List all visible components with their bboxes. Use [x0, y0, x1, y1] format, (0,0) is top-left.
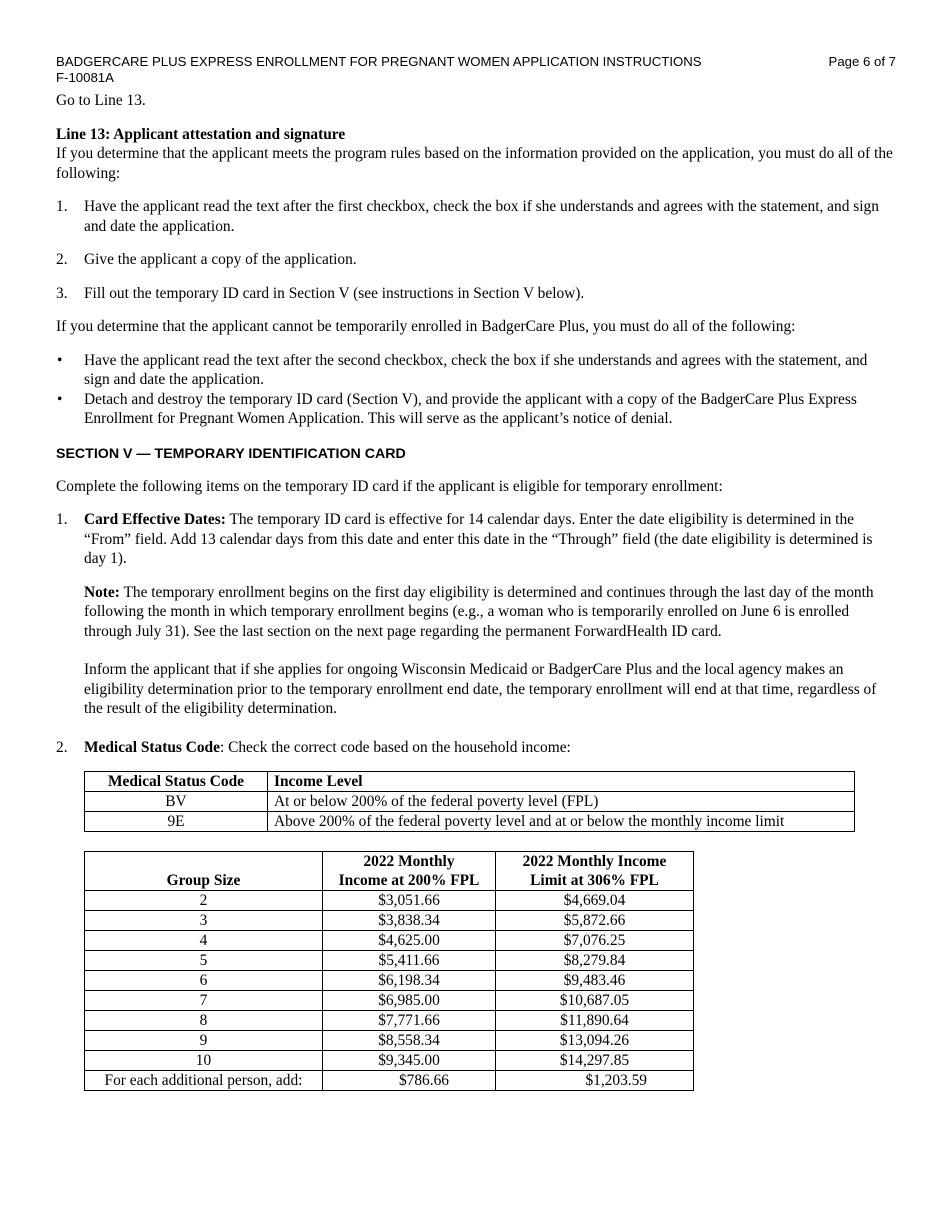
list-number: 3.: [56, 284, 68, 302]
table-cell: BV: [85, 792, 268, 812]
list-text: Give the applicant a copy of the application.: [84, 251, 357, 268]
inform-text: Inform the applicant that if she applies for ongoing Wisconsin Medicaid or BadgerCare Plus and the local agency makes an eligibility determination prior to the temporary enrollment end date, the temporary enrollment will end at that time, regardless of the result of the eligibility determination.: [84, 661, 877, 717]
table-row: [85, 1071, 694, 1091]
table-row: [85, 951, 694, 971]
medical-status-body: : Check the correct code based on the household income:: [219, 738, 571, 756]
table-cell: $786.66: [323, 1071, 496, 1091]
table-cell: $10,687.05: [496, 991, 694, 1011]
table-cell: 7: [85, 991, 323, 1011]
table-cell: $7,076.25: [496, 931, 694, 951]
list-number: 1.: [56, 511, 68, 528]
page-header: [56, 54, 896, 86]
table-cell: $6,985.00: [323, 991, 496, 1011]
header-line: 2022 Monthly Income: [522, 853, 667, 870]
table-cell: $13,094.26: [496, 1031, 694, 1051]
form-id: F-10081A: [56, 70, 114, 85]
document-title: BADGERCARE PLUS EXPRESS ENROLLMENT FOR PREGNANT WOMEN APPLICATION INSTRUCTIONS: [56, 54, 702, 69]
list-text: Fill out the temporary ID card in Section V (see instructions in Section V below).: [84, 284, 585, 302]
page-number: Page 6 of 7: [828, 54, 896, 69]
table-cell: 5: [85, 951, 323, 971]
list-item: [56, 284, 896, 304]
table-cell: 6: [85, 971, 323, 991]
note-text: [84, 583, 896, 642]
list-item: [56, 250, 896, 270]
table-cell: For each additional person, add:: [85, 1071, 323, 1091]
list-number: 1.: [56, 198, 68, 215]
medical-status-label: Medical Status Code: [84, 738, 220, 756]
table-row: [85, 911, 694, 931]
denied-bullets: [56, 351, 896, 429]
table-row: [85, 1051, 694, 1071]
table-cell: $7,771.66: [323, 1011, 496, 1031]
table-row: [85, 1031, 694, 1051]
table-row: [85, 792, 855, 812]
line13-steps: [56, 197, 896, 303]
document-page: [56, 54, 896, 1091]
bullet-icon: •: [57, 351, 63, 369]
table-row: [85, 991, 694, 1011]
table-cell: 10: [85, 1051, 323, 1071]
section-heading: SECTION V — TEMPORARY IDENTIFICATION CARD: [56, 445, 406, 462]
list-number: 2.: [56, 251, 68, 268]
table-cell: $8,279.84: [496, 951, 694, 971]
table-cell: 3: [85, 911, 323, 931]
bullet-icon: •: [57, 390, 63, 408]
column-header: Income Level: [268, 772, 855, 792]
table-cell: $5,411.66: [323, 951, 496, 971]
list-item: [56, 510, 896, 719]
note-label: Note:: [84, 583, 120, 601]
header-line: Limit at 306% FPL: [530, 872, 659, 889]
column-header: [323, 852, 496, 891]
table-cell: $5,872.66: [496, 911, 694, 931]
section5-intro: Complete the following items on the temporary ID card if the applicant is eligible for temporary enrollment:: [56, 477, 723, 495]
note-body: The temporary enrollment begins on the first day eligibility is determined and continues through the last day of the month following the month in which temporary enrollment begins (e.g., a woman who is temporarily enrolled on June 6 is enrolled through July 31). See the last section on the next page regarding the permanent ForwardHealth ID card.: [84, 583, 874, 640]
card-dates-body: The temporary ID card is effective for 14 calendar days. Enter the date eligibility is determined in the “From” field. Add 13 calendar days from this date and enter this date in the “Through” field (the date eligibility is determined is day 1).: [84, 511, 873, 567]
table-cell: 4: [85, 931, 323, 951]
table-cell: 9: [85, 1031, 323, 1051]
list-number: 2.: [56, 738, 68, 756]
table-cell: $14,297.85: [496, 1051, 694, 1071]
table-cell: 9E: [85, 812, 268, 832]
table-cell: $9,345.00: [323, 1051, 496, 1071]
table-row: [85, 971, 694, 991]
table-cell: $1,203.59: [496, 1071, 694, 1091]
table-cell: 2: [85, 891, 323, 911]
medical-status-text: [84, 738, 896, 758]
table-cell: At or below 200% of the federal poverty level (FPL): [268, 792, 855, 812]
table-row: [85, 812, 855, 832]
income-limits-table: [84, 851, 694, 1091]
list-item: [56, 351, 896, 390]
table-row: [85, 1011, 694, 1031]
goto-line-text: Go to Line 13.: [56, 92, 146, 109]
header-line: Income at 200% FPL: [338, 872, 480, 889]
line13-intro: If you determine that the applicant meets the program rules based on the information provided on the application, you must do all of the following:: [56, 145, 893, 182]
table-header-row: [85, 852, 694, 891]
list-text: Have the applicant read the text after the first checkbox, check the box if she understands and agrees with the statement, and sign and date the application.: [84, 198, 879, 235]
table-cell: $9,483.46: [496, 971, 694, 991]
table-row: [85, 931, 694, 951]
denied-intro: If you determine that the applicant cannot be temporarily enrolled in BadgerCare Plus, you must do all of the following:: [56, 318, 796, 335]
table-cell: Above 200% of the federal poverty level and at or below the monthly income limit: [268, 812, 855, 832]
table-cell: $8,558.34: [323, 1031, 496, 1051]
list-text: Detach and destroy the temporary ID card (Section V), and provide the applicant with a copy of the BadgerCare Plus Express Enrollment for Pregnant Women Application. This will serve as the applicant’s notice of denial.: [84, 390, 857, 427]
table-cell: $6,198.34: [323, 971, 496, 991]
column-header: [496, 852, 694, 891]
list-text: Have the applicant read the text after the second checkbox, check the box if she understands and agrees with the statement, and sign and date the application.: [84, 351, 868, 388]
column-header: Medical Status Code: [85, 772, 268, 792]
header-line: 2022 Monthly: [363, 853, 455, 870]
table-cell: $4,625.00: [323, 931, 496, 951]
list-item: [56, 738, 896, 758]
list-item: [56, 197, 896, 236]
card-dates-label: Card Effective Dates:: [84, 511, 226, 528]
table-cell: $4,669.04: [496, 891, 694, 911]
table-cell: $3,051.66: [323, 891, 496, 911]
list-item: [56, 390, 896, 429]
card-dates-text: [84, 510, 896, 569]
line13-heading: Line 13: Applicant attestation and signature: [56, 125, 346, 143]
medical-status-table: [84, 771, 855, 832]
table-cell: $11,890.64: [496, 1011, 694, 1031]
column-header: Group Size: [85, 852, 323, 891]
table-row: [85, 891, 694, 911]
table-cell: $3,838.34: [323, 911, 496, 931]
table-header-row: [85, 772, 855, 792]
table-cell: 8: [85, 1011, 323, 1031]
